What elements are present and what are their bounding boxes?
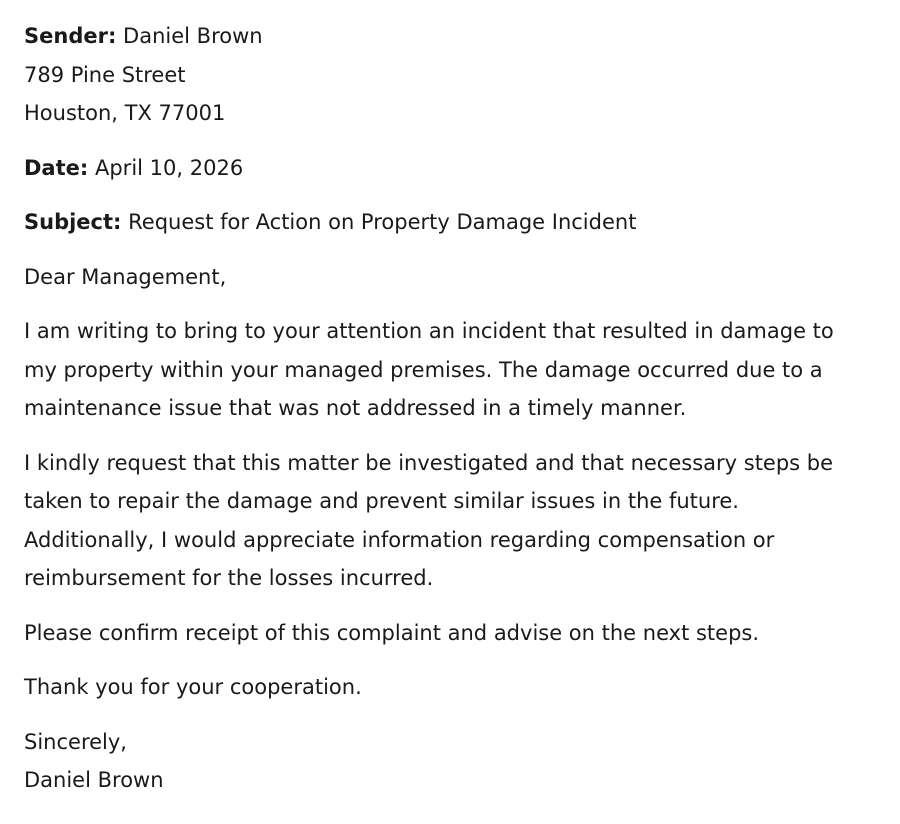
body-paragraph-2-line-1: I kindly request that this matter be investigated and that necessary steps be [24, 450, 834, 475]
body-paragraph-4-line-1: Thank you for your cooperation. [24, 675, 362, 699]
date-block [24, 149, 886, 188]
subject-value: Request for Action on Property Damage Incident [128, 210, 637, 234]
body-paragraph-1-line-3: maintenance issue that was not addressed in a timely manner. [24, 396, 687, 420]
body-paragraph-4 [24, 668, 886, 707]
letter-document [24, 17, 886, 800]
sender-city-line: Houston, TX 77001 [24, 101, 226, 125]
body-paragraph-1 [24, 312, 886, 428]
sender-name: Daniel Brown [123, 24, 263, 48]
date-value: April 10, 2026 [94, 155, 244, 180]
body-paragraph-3-line-1: Please confirm receipt of this complaint and advise on the next steps. [24, 620, 760, 645]
body-paragraph-2 [24, 444, 886, 598]
closing-block [24, 723, 886, 800]
subject-block [24, 203, 886, 242]
sender-street: 789 Pine Street [24, 62, 186, 87]
body-paragraph-2-line-3: Additionally, I would appreciate information regarding compensation or [24, 527, 775, 552]
body-paragraph-1-line-1: I am writing to bring to your attention an incident that resulted in damage to [24, 319, 834, 343]
subject-label: Subject: [24, 210, 122, 234]
body-paragraph-2-line-4: reimbursement for the losses incurred. [24, 566, 434, 590]
date-label: Date: [24, 155, 89, 180]
greeting-block [24, 258, 886, 297]
body-paragraph-1-line-2: my property within your managed premises. The damage occurred due to a [24, 357, 823, 382]
valediction: Sincerely, [24, 729, 127, 754]
signature-name: Daniel Brown [24, 768, 164, 792]
body-paragraph-2-line-2: taken to repair the damage and prevent similar issues in the future. [24, 489, 739, 513]
sender-label: Sender: [24, 24, 117, 48]
body-paragraph-3 [24, 614, 886, 653]
date-line [24, 149, 886, 188]
greeting: Dear Management, [24, 264, 227, 289]
sender-block [24, 17, 886, 133]
sender-line [24, 17, 886, 56]
subject-line [24, 203, 886, 242]
